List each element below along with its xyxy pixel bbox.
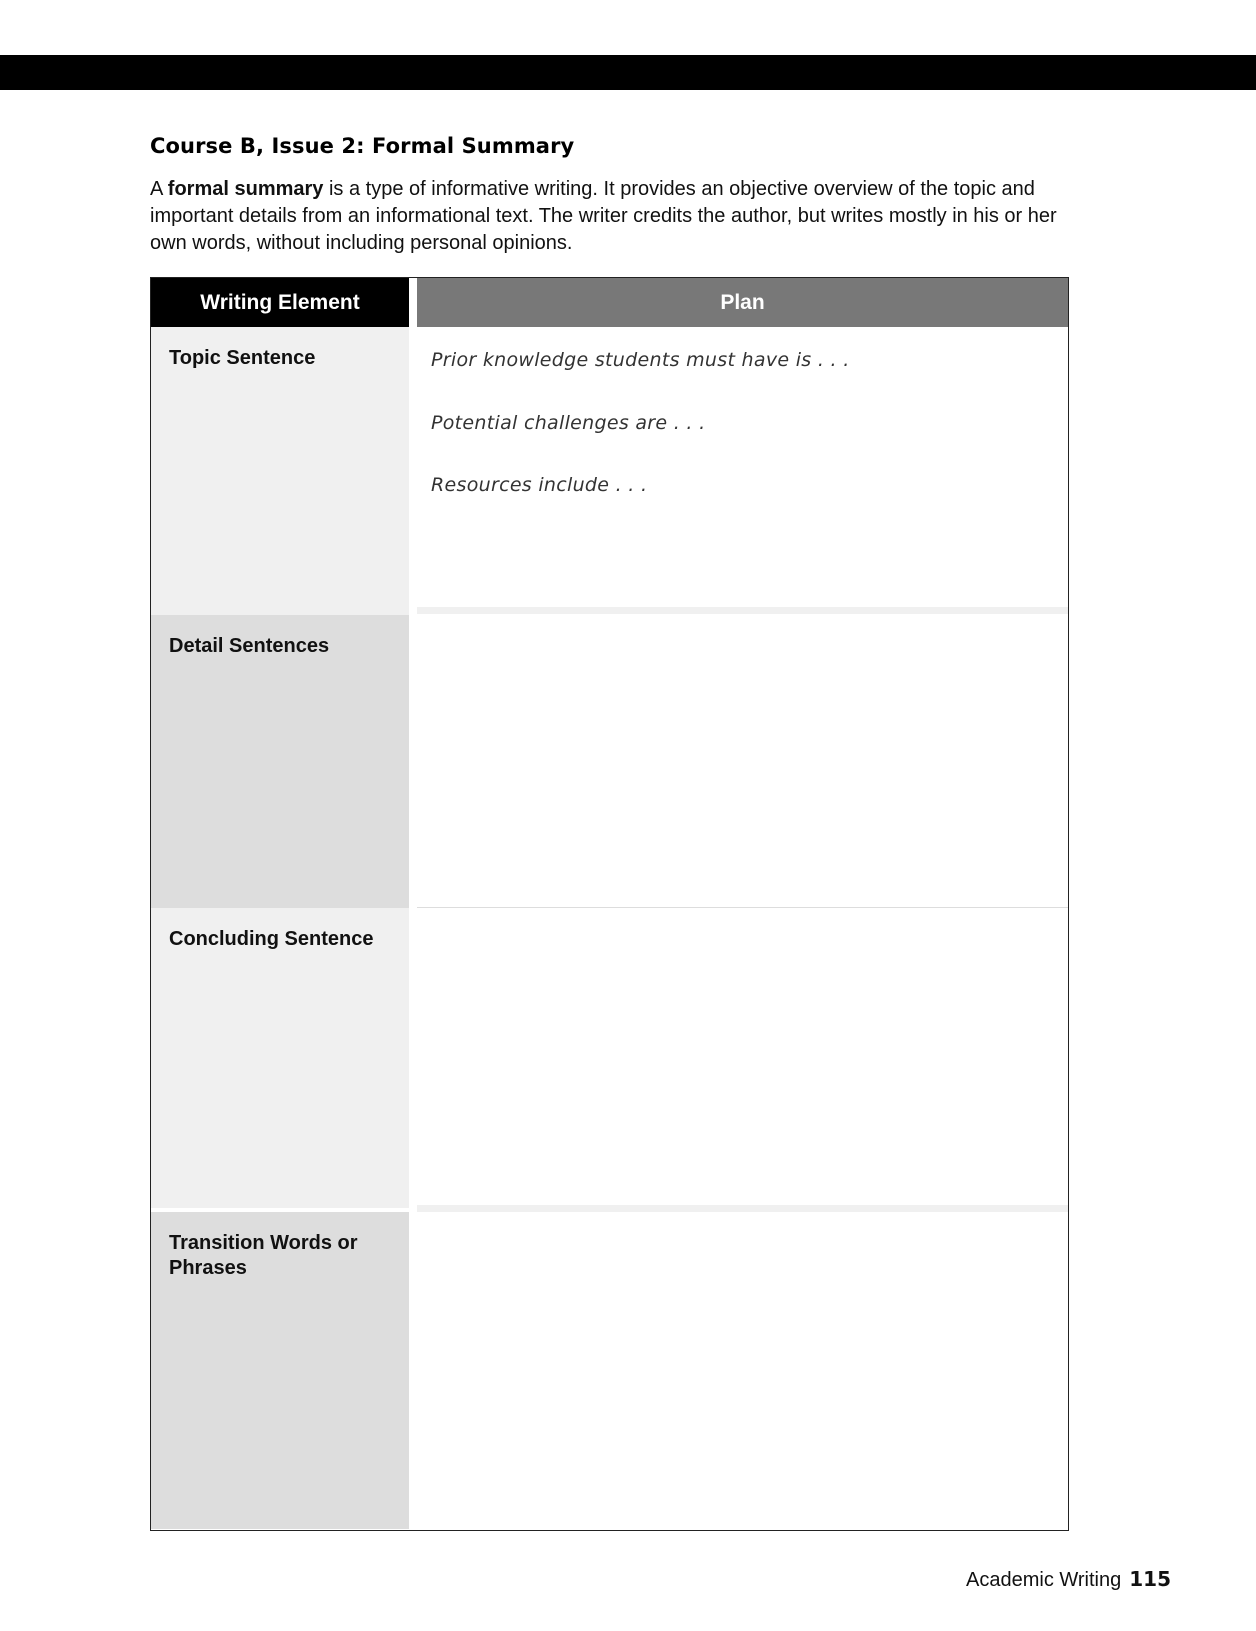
intro-paragraph — [150, 176, 1080, 257]
intro-rest: is a type of informative writing. It provides an objective overview of the topic and important details from an informational text. The writer credits the author, but writes mostly in his or her own words, without including personal opinions. — [150, 178, 1057, 254]
plan-cell-concluding-sentence[interactable] — [409, 908, 1068, 1208]
row-transition-words — [151, 1212, 1068, 1529]
prompt-resources: Resources include . . . — [431, 474, 648, 496]
plan-cell-detail-sentences[interactable] — [409, 615, 1068, 908]
row-label: Topic Sentence — [151, 327, 409, 615]
row-label: Detail Sentences — [151, 615, 409, 908]
page-number: 115 — [1129, 1567, 1171, 1591]
plan-cell-transition-words[interactable] — [409, 1212, 1068, 1529]
row-detail-sentences — [151, 615, 1068, 908]
intro-prefix: A — [150, 178, 168, 200]
header-gap — [409, 278, 417, 327]
footer-section: Academic Writing — [966, 1569, 1122, 1591]
plan-cell-topic-sentence[interactable] — [409, 327, 1068, 615]
page-title: Course B, Issue 2: Formal Summary — [150, 134, 575, 158]
header-plan: Plan — [417, 278, 1068, 327]
row-label: Concluding Sentence — [151, 908, 409, 1208]
prompt-potential-challenges: Potential challenges are . . . — [431, 412, 706, 434]
top-banner-bar — [0, 55, 1256, 90]
intro-term: formal summary — [167, 178, 324, 200]
row-separator — [417, 1205, 1068, 1212]
row-separator — [417, 607, 1068, 614]
row-concluding-sentence — [151, 908, 1068, 1208]
prompt-prior-knowledge: Prior knowledge students must have is . . . — [431, 349, 850, 371]
row-topic-sentence — [151, 327, 1068, 615]
planning-table — [150, 277, 1069, 1531]
row-label: Transition Words or Phrases — [151, 1212, 409, 1529]
page-footer — [966, 1567, 1171, 1592]
header-writing-element: Writing Element — [151, 278, 409, 327]
